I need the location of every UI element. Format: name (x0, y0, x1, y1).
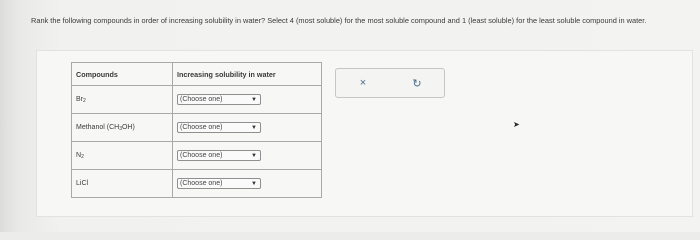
table-row (72, 142, 322, 170)
solubility-cell (173, 114, 322, 142)
ranking-table (71, 62, 322, 198)
compound-cell: $N_2$ (72, 142, 173, 170)
chevron-down-icon: ▼ (251, 124, 257, 131)
table-header-row (72, 63, 322, 86)
chevron-down-icon: ▼ (251, 180, 257, 187)
compound-cell: $Br_2$ (72, 86, 173, 114)
table-row (72, 170, 322, 198)
solubility-select-br2[interactable]: (Choose one) ▼ (177, 94, 261, 105)
solubility-select-n2[interactable]: (Choose one) ▼ (177, 150, 261, 161)
answer-actions (335, 68, 445, 98)
undo-icon[interactable]: ↻ (412, 77, 422, 90)
solubility-select-licl[interactable]: (Choose one) ▼ (177, 178, 261, 189)
solubility-cell (173, 170, 322, 198)
table-row (72, 86, 322, 114)
x-icon[interactable]: × (359, 77, 367, 89)
chevron-down-icon: ▼ (251, 96, 257, 103)
column-header-solubility: Increasing solubility in water (173, 63, 322, 86)
mouse-cursor-icon: ➤ (513, 120, 520, 129)
table-row (72, 114, 322, 142)
column-header-compounds: Compounds (72, 63, 173, 86)
solubility-select-methanol[interactable]: (Choose one) ▼ (177, 122, 261, 133)
solubility-cell (173, 142, 322, 170)
compound-cell: LiCl (72, 170, 173, 198)
solubility-cell (173, 86, 322, 114)
question-text: Rank the following compounds in order of increasing solubility in water? Select 4 (most soluble) for the most soluble compound and 1 (least soluble) for the least soluble compound in water. (31, 16, 647, 25)
compound-cell: Methanol $(CH_3OH)$ (72, 114, 173, 142)
chevron-down-icon: ▼ (251, 152, 257, 159)
